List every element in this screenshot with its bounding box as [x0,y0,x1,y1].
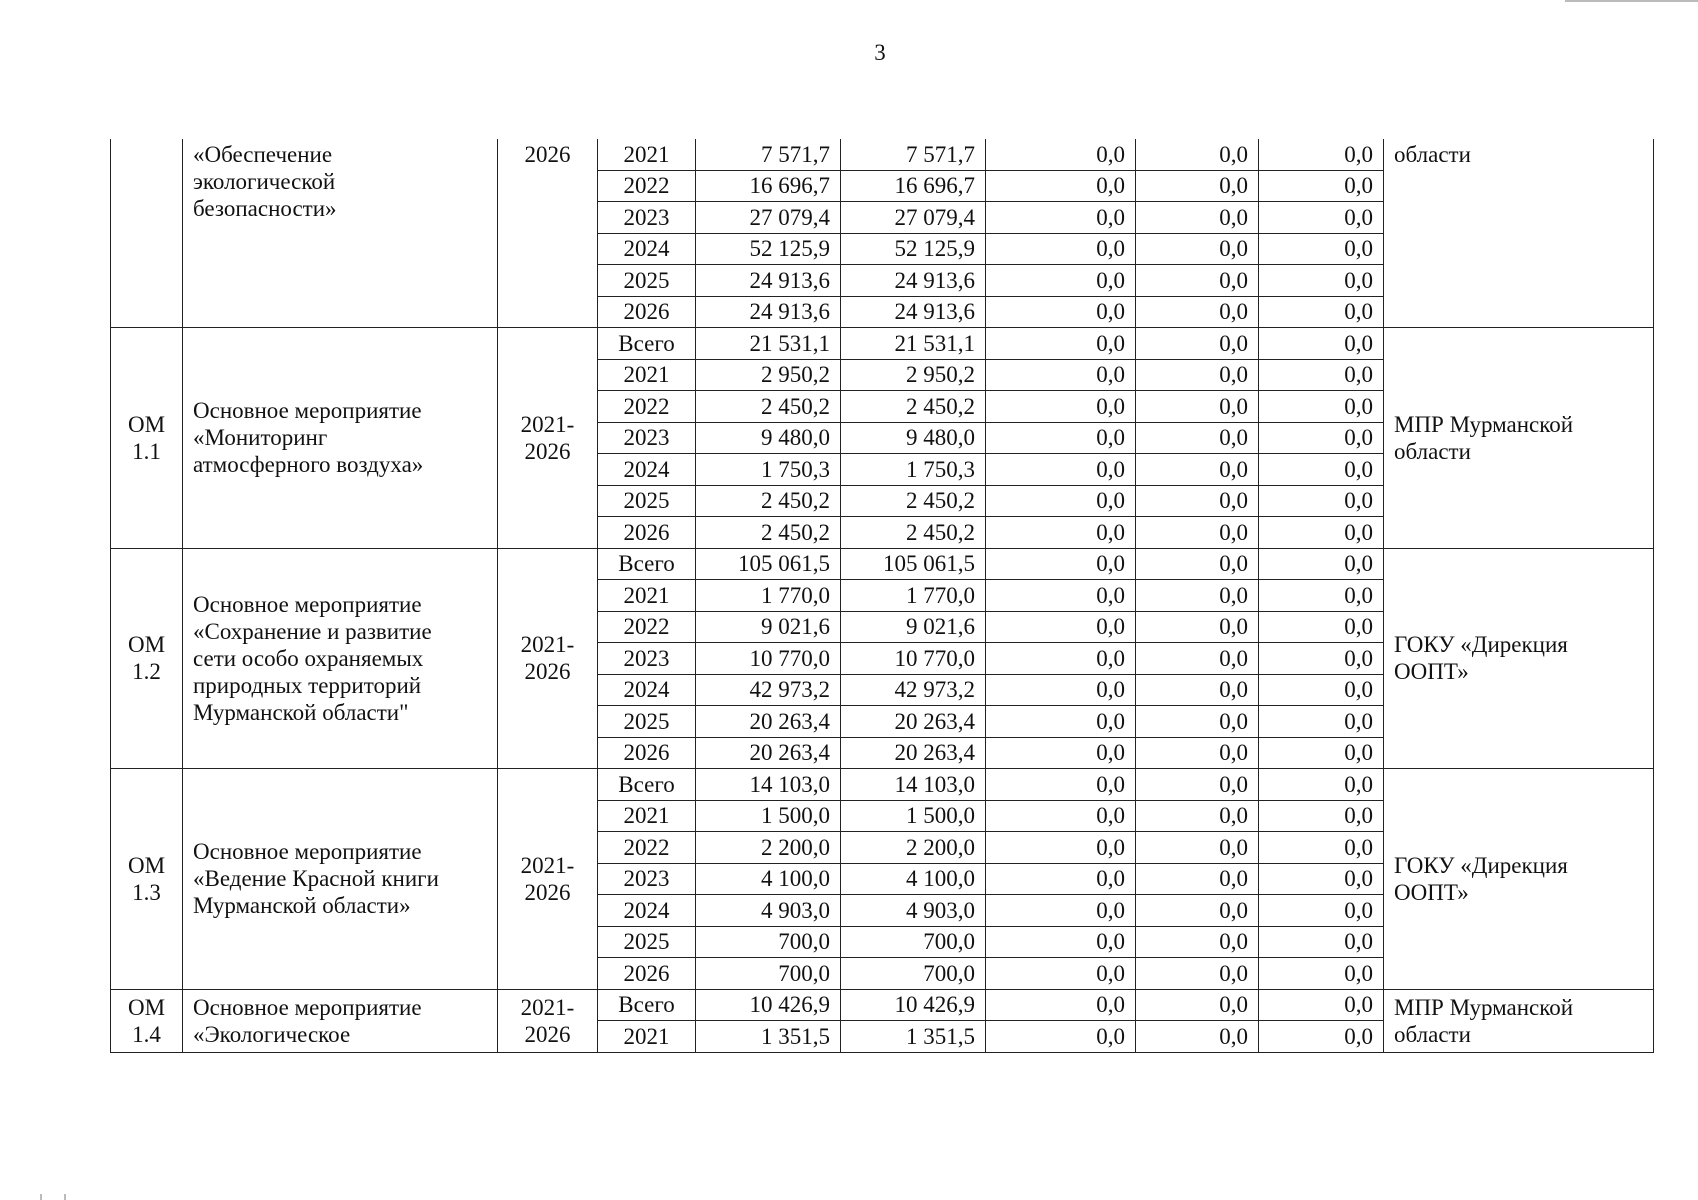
extrabudgetary-cell: 0,0 [1259,359,1384,391]
extrabudgetary-cell: 0,0 [1259,170,1384,202]
year-cell: 2023 [598,643,696,675]
measure-name-cell [183,139,498,328]
extrabudgetary-cell: 0,0 [1259,958,1384,990]
extrabudgetary-cell: 0,0 [1259,611,1384,643]
executor-cell [1384,328,1654,549]
table-body [111,139,1654,1052]
local-budget-cell: 0,0 [1136,926,1259,958]
federal-budget-cell: 0,0 [986,958,1136,990]
extrabudgetary-cell: 0,0 [1259,580,1384,612]
extrabudgetary-cell: 0,0 [1259,800,1384,832]
cell-line: ООПТ» [1394,659,1469,685]
table-row [111,548,1654,580]
cell-line: 2021- [520,852,575,878]
local-budget-cell: 0,0 [1136,170,1259,202]
year-cell: 2026 [598,737,696,769]
year-cell: Всего [598,328,696,360]
regional-budget-cell: 7 571,7 [841,139,986,170]
federal-budget-cell: 0,0 [986,863,1136,895]
cell-line: «Обеспечение [193,142,333,167]
table-row [111,989,1654,1021]
extrabudgetary-cell: 0,0 [1259,454,1384,486]
year-cell: 2022 [598,170,696,202]
extrabudgetary-cell: 0,0 [1259,643,1384,675]
federal-budget-cell: 0,0 [986,643,1136,675]
federal-budget-cell: 0,0 [986,580,1136,612]
measure-name-cell [183,328,498,549]
federal-budget-cell: 0,0 [986,265,1136,297]
federal-budget-cell: 0,0 [986,202,1136,234]
federal-budget-cell: 0,0 [986,233,1136,265]
federal-budget-cell: 0,0 [986,926,1136,958]
year-cell: 2025 [598,706,696,738]
measure-name-cell [183,548,498,769]
cell-line: ГОКУ «Дирекция [1394,632,1568,658]
year-cell: 2024 [598,895,696,927]
measure-code-cell [111,139,183,328]
federal-budget-cell: 0,0 [986,454,1136,486]
measure-code-cell [111,328,183,549]
cell-line: сети особо охраняемых [193,645,424,671]
regional-budget-cell: 52 125,9 [841,233,986,265]
cell-line: «Ведение Красной книги [193,866,439,892]
regional-budget-cell: 42 973,2 [841,674,986,706]
total-funding-cell: 4 903,0 [696,895,841,927]
federal-budget-cell: 0,0 [986,485,1136,517]
local-budget-cell: 0,0 [1136,643,1259,675]
cell-line: атмосферного воздуха» [193,452,424,478]
funding-table [110,139,1654,1053]
cell-line: МПР Мурманской [1394,994,1574,1020]
regional-budget-cell: 1 750,3 [841,454,986,486]
local-budget-cell: 0,0 [1136,958,1259,990]
total-funding-cell: 700,0 [696,926,841,958]
regional-budget-cell: 24 913,6 [841,265,986,297]
total-funding-cell: 14 103,0 [696,769,841,801]
period-cell [498,139,598,328]
extrabudgetary-cell: 0,0 [1259,674,1384,706]
cell-line: «Экологическое [193,1021,351,1047]
measure-code-cell [111,548,183,769]
extrabudgetary-cell: 0,0 [1259,863,1384,895]
total-funding-cell: 4 100,0 [696,863,841,895]
cell-line: Основное мероприятие [193,591,422,617]
total-funding-cell: 105 061,5 [696,548,841,580]
total-funding-cell: 2 200,0 [696,832,841,864]
year-cell: Всего [598,769,696,801]
cell-line: 1.2 [132,659,161,685]
federal-budget-cell: 0,0 [986,832,1136,864]
regional-budget-cell: 10 426,9 [841,989,986,1021]
regional-budget-cell: 1 500,0 [841,800,986,832]
federal-budget-cell: 0,0 [986,706,1136,738]
scan-mark [64,1194,66,1200]
total-funding-cell: 1 351,5 [696,1021,841,1053]
extrabudgetary-cell: 0,0 [1259,989,1384,1021]
local-budget-cell: 0,0 [1136,895,1259,927]
cell-line: Основное мероприятие [193,398,422,424]
local-budget-cell: 0,0 [1136,391,1259,423]
extrabudgetary-cell: 0,0 [1259,265,1384,297]
local-budget-cell: 0,0 [1136,769,1259,801]
year-cell: Всего [598,548,696,580]
cell-line: Мурманской области" [193,699,409,725]
local-budget-cell: 0,0 [1136,863,1259,895]
regional-budget-cell: 700,0 [841,958,986,990]
total-funding-cell: 24 913,6 [696,296,841,328]
period-cell [498,548,598,769]
total-funding-cell: 16 696,7 [696,170,841,202]
local-budget-cell: 0,0 [1136,202,1259,234]
executor-cell [1384,769,1654,990]
local-budget-cell: 0,0 [1136,989,1259,1021]
extrabudgetary-cell: 0,0 [1259,737,1384,769]
year-cell: 2026 [598,517,696,549]
regional-budget-cell: 14 103,0 [841,769,986,801]
local-budget-cell: 0,0 [1136,800,1259,832]
year-cell: 2022 [598,611,696,643]
measure-name-cell [183,989,498,1052]
extrabudgetary-cell: 0,0 [1259,895,1384,927]
total-funding-cell: 9 480,0 [696,422,841,454]
total-funding-cell: 20 263,4 [696,706,841,738]
cell-line: ОМ [127,411,166,437]
scan-mark [1565,0,1698,2]
extrabudgetary-cell: 0,0 [1259,926,1384,958]
cell-line: 2026 [524,142,571,167]
cell-line: 2021- [520,994,575,1020]
federal-budget-cell: 0,0 [986,548,1136,580]
federal-budget-cell: 0,0 [986,989,1136,1021]
cell-line: экологической [193,169,336,194]
regional-budget-cell: 9 480,0 [841,422,986,454]
cell-line: 1.1 [132,438,161,464]
local-budget-cell: 0,0 [1136,706,1259,738]
total-funding-cell: 2 950,2 [696,359,841,391]
table-row [111,328,1654,360]
cell-line: природных территорий [193,672,422,698]
local-budget-cell: 0,0 [1136,485,1259,517]
total-funding-cell: 20 263,4 [696,737,841,769]
extrabudgetary-cell: 0,0 [1259,202,1384,234]
extrabudgetary-cell: 0,0 [1259,139,1384,170]
total-funding-cell: 24 913,6 [696,265,841,297]
year-cell: 2026 [598,296,696,328]
cell-line: ГОКУ «Дирекция [1394,852,1568,878]
regional-budget-cell: 2 950,2 [841,359,986,391]
extrabudgetary-cell: 0,0 [1259,832,1384,864]
total-funding-cell: 1 770,0 [696,580,841,612]
local-budget-cell: 0,0 [1136,737,1259,769]
regional-budget-cell: 9 021,6 [841,611,986,643]
cell-line: 1.4 [132,1021,161,1047]
local-budget-cell: 0,0 [1136,422,1259,454]
year-cell: 2024 [598,674,696,706]
regional-budget-cell: 1 351,5 [841,1021,986,1053]
regional-budget-cell: 1 770,0 [841,580,986,612]
federal-budget-cell: 0,0 [986,391,1136,423]
extrabudgetary-cell: 0,0 [1259,706,1384,738]
extrabudgetary-cell: 0,0 [1259,422,1384,454]
regional-budget-cell: 20 263,4 [841,737,986,769]
year-cell: 2021 [598,580,696,612]
total-funding-cell: 2 450,2 [696,517,841,549]
local-budget-cell: 0,0 [1136,1021,1259,1053]
year-cell: 2025 [598,926,696,958]
year-cell: 2021 [598,1021,696,1053]
regional-budget-cell: 16 696,7 [841,170,986,202]
extrabudgetary-cell: 0,0 [1259,517,1384,549]
year-cell: 2022 [598,832,696,864]
federal-budget-cell: 0,0 [986,895,1136,927]
year-cell: 2023 [598,202,696,234]
regional-budget-cell: 2 450,2 [841,485,986,517]
cell-line: 2021- [520,632,575,658]
executor-cell [1384,548,1654,769]
cell-line: 2026 [524,879,571,905]
regional-budget-cell: 4 903,0 [841,895,986,927]
cell-line: безопасности» [193,196,337,221]
extrabudgetary-cell: 0,0 [1259,1021,1384,1053]
local-budget-cell: 0,0 [1136,832,1259,864]
cell-line: ОМ [127,852,166,878]
regional-budget-cell: 21 531,1 [841,328,986,360]
table-row [111,139,1654,170]
local-budget-cell: 0,0 [1136,674,1259,706]
year-cell: 2023 [598,863,696,895]
total-funding-cell: 700,0 [696,958,841,990]
federal-budget-cell: 0,0 [986,769,1136,801]
local-budget-cell: 0,0 [1136,548,1259,580]
cell-line: 1.3 [132,879,161,905]
total-funding-cell: 10 770,0 [696,643,841,675]
period-cell [498,328,598,549]
year-cell: Всего [598,989,696,1021]
extrabudgetary-cell: 0,0 [1259,328,1384,360]
executor-cell [1384,139,1654,328]
total-funding-cell: 7 571,7 [696,139,841,170]
federal-budget-cell: 0,0 [986,359,1136,391]
local-budget-cell: 0,0 [1136,233,1259,265]
measure-code-cell [111,989,183,1052]
cell-line: ОМ [127,994,166,1020]
measure-code-cell [111,769,183,990]
regional-budget-cell: 20 263,4 [841,706,986,738]
cell-line: Основное мероприятие [193,839,422,865]
year-cell: 2025 [598,265,696,297]
cell-line: 2026 [524,438,571,464]
regional-budget-cell: 2 200,0 [841,832,986,864]
cell-line: Мурманской области» [193,893,411,919]
total-funding-cell: 52 125,9 [696,233,841,265]
total-funding-cell: 1 750,3 [696,454,841,486]
local-budget-cell: 0,0 [1136,359,1259,391]
cell-line: «Мониторинг [193,425,328,451]
cell-line: области [1394,142,1471,167]
cell-line: 2026 [524,659,571,685]
table-row [111,769,1654,801]
regional-budget-cell: 4 100,0 [841,863,986,895]
extrabudgetary-cell: 0,0 [1259,391,1384,423]
cell-line: области [1394,438,1471,464]
federal-budget-cell: 0,0 [986,737,1136,769]
year-cell: 2024 [598,233,696,265]
year-cell: 2025 [598,485,696,517]
federal-budget-cell: 0,0 [986,674,1136,706]
cell-line: 2026 [524,1021,571,1047]
federal-budget-cell: 0,0 [986,170,1136,202]
regional-budget-cell: 700,0 [841,926,986,958]
total-funding-cell: 10 426,9 [696,989,841,1021]
regional-budget-cell: 2 450,2 [841,391,986,423]
cell-line: области [1394,1021,1471,1047]
year-cell: 2024 [598,454,696,486]
cell-line: ООПТ» [1394,879,1469,905]
year-cell: 2021 [598,139,696,170]
local-budget-cell: 0,0 [1136,139,1259,170]
total-funding-cell: 21 531,1 [696,328,841,360]
regional-budget-cell: 2 450,2 [841,517,986,549]
federal-budget-cell: 0,0 [986,296,1136,328]
year-cell: 2021 [598,800,696,832]
local-budget-cell: 0,0 [1136,517,1259,549]
total-funding-cell: 42 973,2 [696,674,841,706]
cell-line: «Сохранение и развитие [193,618,432,644]
federal-budget-cell: 0,0 [986,800,1136,832]
regional-budget-cell: 10 770,0 [841,643,986,675]
local-budget-cell: 0,0 [1136,328,1259,360]
federal-budget-cell: 0,0 [986,422,1136,454]
year-cell: 2022 [598,391,696,423]
federal-budget-cell: 0,0 [986,611,1136,643]
cell-line: Основное мероприятие [193,994,422,1020]
regional-budget-cell: 105 061,5 [841,548,986,580]
year-cell: 2021 [598,359,696,391]
extrabudgetary-cell: 0,0 [1259,769,1384,801]
federal-budget-cell: 0,0 [986,1021,1136,1053]
extrabudgetary-cell: 0,0 [1259,485,1384,517]
federal-budget-cell: 0,0 [986,139,1136,170]
period-cell [498,989,598,1052]
scan-mark [40,1194,42,1200]
regional-budget-cell: 24 913,6 [841,296,986,328]
cell-line: МПР Мурманской [1394,411,1574,437]
executor-cell [1384,989,1654,1052]
cell-line: 2021- [520,411,575,437]
total-funding-cell: 1 500,0 [696,800,841,832]
page-number: 3 [874,40,886,65]
total-funding-cell: 2 450,2 [696,391,841,423]
regional-budget-cell: 27 079,4 [841,202,986,234]
local-budget-cell: 0,0 [1136,454,1259,486]
extrabudgetary-cell: 0,0 [1259,233,1384,265]
year-cell: 2023 [598,422,696,454]
local-budget-cell: 0,0 [1136,296,1259,328]
total-funding-cell: 9 021,6 [696,611,841,643]
measure-name-cell [183,769,498,990]
federal-budget-cell: 0,0 [986,328,1136,360]
extrabudgetary-cell: 0,0 [1259,548,1384,580]
local-budget-cell: 0,0 [1136,580,1259,612]
local-budget-cell: 0,0 [1136,265,1259,297]
cell-line: ОМ [127,632,166,658]
year-cell: 2026 [598,958,696,990]
federal-budget-cell: 0,0 [986,517,1136,549]
period-cell [498,769,598,990]
local-budget-cell: 0,0 [1136,611,1259,643]
extrabudgetary-cell: 0,0 [1259,296,1384,328]
total-funding-cell: 27 079,4 [696,202,841,234]
total-funding-cell: 2 450,2 [696,485,841,517]
